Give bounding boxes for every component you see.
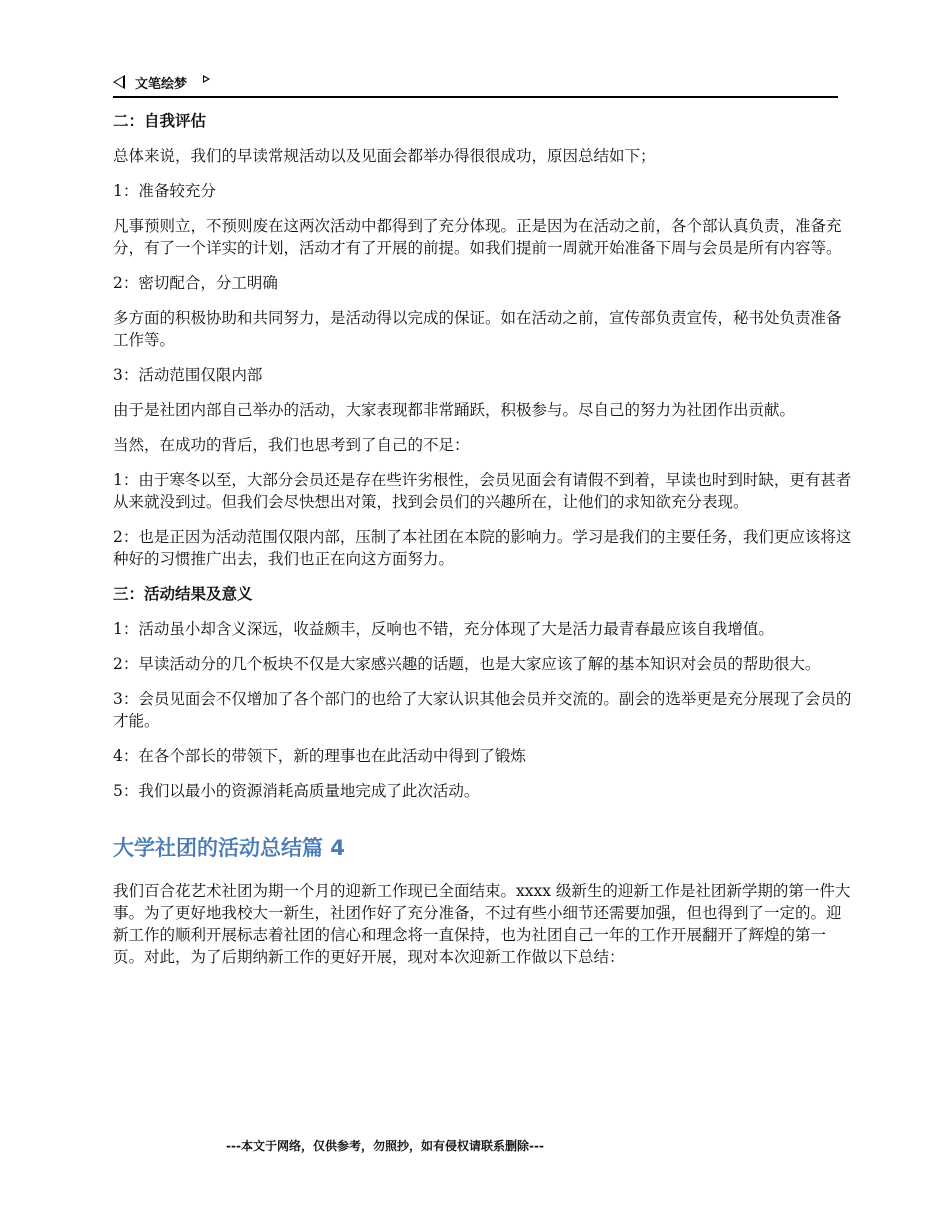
article-title: 大学社团的活动总结篇 4 <box>113 836 345 860</box>
paragraph: 5：我们以最小的资源消耗高质量地完成了此次活动。 <box>113 782 480 800</box>
triangle-left-icon <box>113 75 125 89</box>
section-heading: 二：自我评估 <box>113 112 207 130</box>
paragraph: 我们百合花艺术社团为期一个月的迎新工作现已全面结束。xxxx 级新生的迎新工作是社团新学期的第一件大事。为了更好地我校大一新生，社团作好了充分准备，不过有些小细节还需要加强，但也得到了一定的。迎新工作的顺利开展标志着社团的信心和理念将一直保持，也为社团自己一年的工作开展翻开了辉煌的第一页。对此，为了后期纳新工作的更好开展，现对本次迎新工作做以下总结： <box>113 882 851 966</box>
paragraph: 凡事预则立，不预则废在这两次活动中都得到了充分体现。正是因为在活动之前，各个部认真负责，准备充分，有了一个详实的计划，活动才有了开展的前提。如我们提前一周就开始准备下周与会员是所有内容等。 <box>113 217 842 257</box>
document-body <box>113 110 853 981</box>
paragraph: 多方面的积极协助和共同努力，是活动得以完成的保证。如在活动之前，宣传部负责宣传，秘书处负责准备工作等。 <box>113 309 842 349</box>
paragraph: 1：由于寒冬以至，大部分会员还是存在些许劣根性，会员见面会有请假不到着，早读也时到时缺，更有甚者从来就没到过。但我们会尽快想出对策，找到会员们的兴趣所在，让他们的求知欲充分表现。 <box>113 471 852 511</box>
list-item: 1：准备较充分 <box>113 182 216 200</box>
page-footer: ---本文于网络，仅供参考，勿照抄，如有侵权请联系删除--- <box>226 1139 544 1153</box>
paragraph: 总体来说，我们的早读常规活动以及见面会都举办得很很成功，原因总结如下； <box>113 147 656 165</box>
paragraph: 3：会员见面会不仅增加了各个部门的也给了大家认识其他会员并交流的。副会的选举更是充分展现了会员的才能。 <box>113 690 852 730</box>
list-item: 2：密切配合，分工明确 <box>113 274 278 292</box>
paragraph: 1：活动虽小却含义深远，收益颇丰，反响也不错，充分体现了大是活力最青春最应该自我增值。 <box>113 620 774 638</box>
paragraph: 当然，在成功的背后，我们也思考到了自己的不足： <box>113 436 470 454</box>
section-heading: 三：活动结果及意义 <box>113 585 253 603</box>
header-brand: 文笔绘梦 <box>135 77 188 92</box>
paragraph: 2：早读活动分的几个板块不仅是大家感兴趣的话题，也是大家应该了解的基本知识对会员的帮助很大。 <box>113 655 821 673</box>
paragraph: 4：在各个部长的带领下，新的理事也在此活动中得到了锻炼 <box>113 747 526 765</box>
triangle-right-icon <box>203 75 210 83</box>
paragraph: 2：也是正因为活动范围仅限内部，压制了本社团在本院的影响力。学习是我们的主要任务，我们更应该将这种好的习惯推广出去，我们也正在向这方面努力。 <box>113 528 852 568</box>
page-header <box>113 70 838 98</box>
list-item: 3：活动范围仅限内部 <box>113 366 263 384</box>
paragraph: 由于是社团内部自己举办的活动，大家表现都非常踊跃，积极参与。尽自己的努力为社团作出贡献。 <box>113 401 796 419</box>
